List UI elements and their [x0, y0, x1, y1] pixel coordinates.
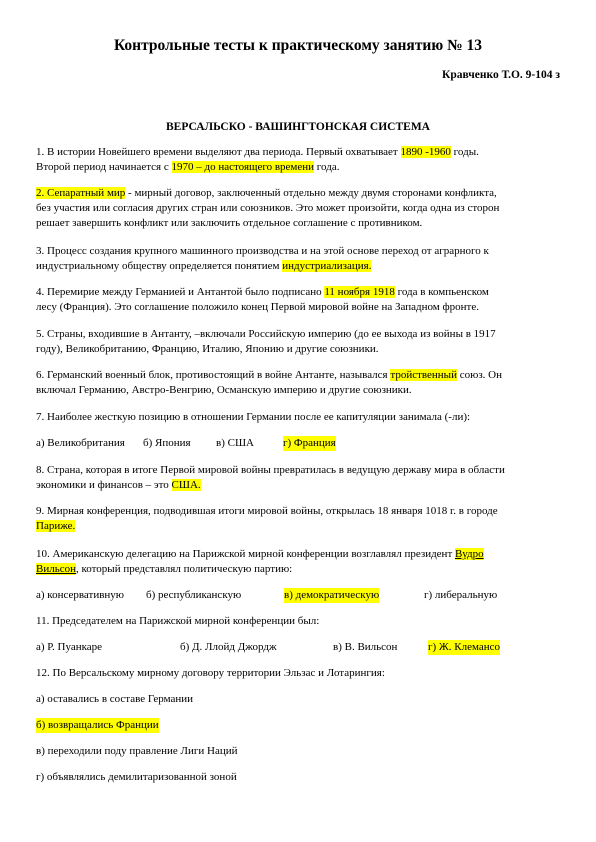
q10-text: , который представлял политическую партию: — [76, 563, 293, 575]
document-title: Контрольные тесты к практическому занятию № 13 — [113, 37, 483, 54]
q1-text: 1. В истории Новейшего времени выделяют два периода. Первый охватывает — [36, 146, 401, 158]
q5-line-2: году), Великобританию, Францию, Италию, Японию и другие союзники. — [36, 343, 379, 355]
q12-option-d: г) объявлялись демилитаризованной зоной — [36, 771, 237, 783]
q3-text: индустриальному обществу определяется понятием — [36, 260, 283, 272]
q10-answer-name: Вудро — [455, 548, 484, 560]
q1-answer-1: 1890 -1960 — [400, 146, 451, 158]
q9-line-2 — [36, 519, 566, 534]
q5-line-1: 5. Страны, входившие в Антанту, –включали Российскую империю (до ее выхода из войны в 1917 — [36, 328, 496, 340]
q4-text: 4. Перемирие между Германией и Антантой было подписано — [36, 286, 325, 298]
q2-line-3: решает завершить конфликт или заключить отдельное соглашение с противником. — [36, 217, 423, 229]
q10-line-1 — [36, 547, 566, 562]
q10-option-b: б) республиканскую — [146, 589, 242, 601]
q7-option-b: б) Япония — [143, 437, 191, 449]
q6-text: 6. Германский военный блок, противостоящий в войне Антанте, назывался — [36, 369, 391, 381]
q10-option-d: г) либеральную — [424, 589, 498, 601]
q1-text: года. — [314, 161, 340, 173]
q4-answer: 11 ноября 1918 — [324, 286, 395, 298]
q3-answer: индустриализация. — [282, 260, 372, 272]
q2-line-1 — [36, 186, 566, 201]
q11-option-c: в) В. Вильсон — [333, 641, 398, 653]
author-line: Кравченко Т.О. 9-104 з — [442, 69, 560, 81]
q11-option-b: б) Д. Ллойд Джордж — [180, 641, 277, 653]
section-title: ВЕРСАЛЬСКО - ВАШИНГТОНСКАЯ СИСТЕМА — [166, 121, 430, 133]
q12-option-c: в) переходили поду правление Лиги Наций — [36, 745, 238, 757]
q1-line-2 — [36, 160, 566, 175]
q11-option-a: а) Р. Пуанкаре — [36, 641, 103, 653]
q7-option-d-answer: г) Франция — [283, 437, 336, 449]
q8-line-2 — [36, 478, 566, 493]
q9-line-1: 9. Мирная конференция, подводившая итоги мировой войны, открылась 18 января 1018 г. в городе — [36, 505, 498, 517]
q6-text: союз. Он — [456, 369, 502, 381]
q12-option-b-answer: б) возвращались Франции — [36, 719, 159, 731]
q11-question: 11. Председателем на Парижской мирной конференции был: — [36, 615, 320, 627]
q2-line-2: без участия или согласия других стран или союзников. Это может произойти, когда одна из сторон — [36, 202, 500, 214]
q10-option-a: а) консервативную — [36, 589, 125, 601]
q7-question: 7. Наиболее жесткую позицию в отношении Германии после ее капитуляции занимала (-ли): — [36, 411, 471, 423]
q10-answer-surname: Вильсон — [36, 563, 76, 575]
q2-answer: 2. Сепаратный мир — [36, 187, 126, 199]
q4-line-1 — [36, 285, 566, 300]
q12-option-a: а) оставались в составе Германии — [36, 693, 194, 705]
q1-text: годы. — [450, 146, 479, 158]
q10-option-c-answer: в) демократическую — [284, 589, 380, 601]
q3-line-1: 3. Процесс создания крупного машинного производства и на этой основе переход от аграрного к — [36, 245, 489, 257]
q2-text: - мирный договор, заключенный отдельно между двумя сторонами конфликта, — [125, 187, 497, 199]
q1-line-1 — [36, 145, 566, 160]
q11-option-d-answer: г) Ж. Клемансо — [428, 641, 501, 653]
q7-option-c: в) США — [216, 437, 254, 449]
q7-option-a: а) Великобритания — [36, 437, 125, 449]
q6-line-1 — [36, 368, 566, 383]
q4-text: года в компьенском — [394, 286, 489, 298]
q6-answer: тройственный — [390, 369, 457, 381]
q3-line-2 — [36, 259, 566, 274]
q12-question: 12. По Версальскому мирному договору территории Эльзас и Лотарингия: — [36, 667, 385, 679]
q10-text: 10. Американскую делегацию на Парижской мирной конференции возглавлял президент — [36, 548, 455, 560]
q6-line-2: включал Германию, Австро-Венгрию, Османскую империю и другие союзники. — [36, 384, 412, 396]
q8-text: экономики и финансов – это — [36, 479, 172, 491]
q4-line-2: лесу (Франция). Это соглашение положило конец Первой мировой войне на Западном фронте. — [36, 301, 479, 313]
q1-text: Второй период начинается с — [36, 161, 172, 173]
q9-answer: Париже. — [36, 520, 76, 532]
q8-answer: США. — [171, 479, 201, 491]
q1-answer-2: 1970 – до настоящего времени — [171, 161, 315, 173]
q8-line-1: 8. Страна, которая в итоге Первой мировой войны превратилась в ведущую державу мира в области — [36, 464, 505, 476]
q10-line-2 — [36, 562, 566, 577]
